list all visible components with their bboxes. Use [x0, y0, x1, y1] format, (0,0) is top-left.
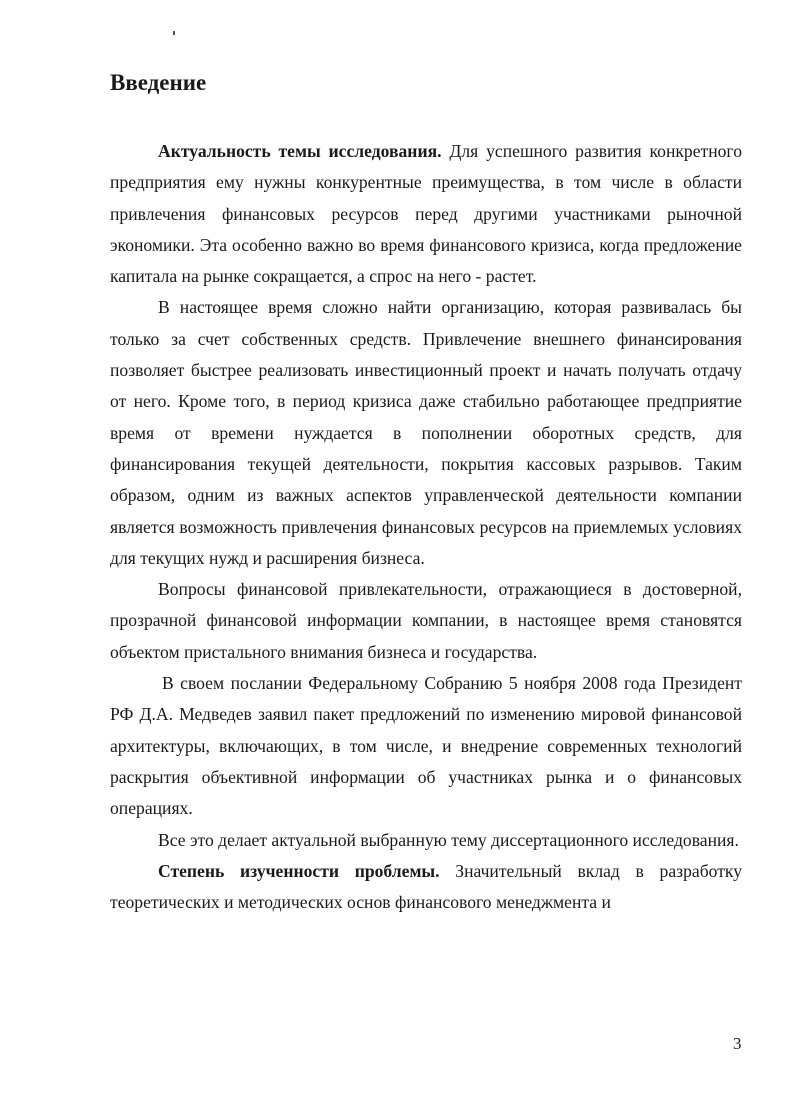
paragraph-relevance: [110, 136, 742, 292]
paragraph-text: Все это делает актуальной выбранную тему диссертационного исследования.: [158, 829, 739, 850]
scan-speck: [173, 31, 175, 35]
body-text: [110, 136, 742, 918]
paragraph-lead: Степень изученности проблемы.: [158, 860, 440, 881]
paragraph-president-address: [110, 668, 742, 824]
paragraph-topic-relevance: [110, 825, 742, 856]
paragraph-text: В своем послании Федеральному Собранию 5 ноября 2008 года Президент РФ Д.А. Медведев заявил пакет предложений по изменению мировой финансовой архитектуры, включающих, в том числе, и внедрение современных технологий раскрытия объективной информации об участниках рынка и о финансовых операциях.: [110, 673, 742, 819]
paragraph-text: Вопросы финансовой привлекательности, отражающиеся в достоверной, прозрачной финансовой информации компании, в настоящее время становятся объектом пристального внимания бизнеса и государства.: [110, 579, 742, 662]
paragraph-text: В настоящее время сложно найти организацию, которая развивалась бы только за счет собственных средств. Привлечение внешнего финансирования позволяет быстрее реализовать инвестиционный проект и начать получать отдачу от него. Кроме того, в период кризиса даже стабильно работающее предприятие время от времени нуждается в пополнении оборотных средств, для финансирования текущей деятельности, покрытия кассовых разрывов. Таким образом, одним из важных аспектов управленческой деятельности компании является возможность привлечения финансовых ресурсов на приемлемых условиях для текущих нужд и расширения бизнеса.: [110, 297, 742, 568]
section-heading: Введение: [110, 70, 207, 95]
paragraph-external-financing: [110, 292, 742, 574]
paragraph-degree-of-study: [110, 856, 742, 919]
paragraph-text: Для успешного развития конкретного предприятия ему нужны конкурентные преимущества, в том числе в области привлечения финансовых ресурсов перед другими участниками рыночной экономики. Эта особенно важно во время финансового кризиса, когда предложение капитала на рынке сокращается, а спрос на него - растет.: [110, 141, 742, 287]
paragraph-financial-attractiveness: [110, 574, 742, 668]
paragraph-lead: Актуальность темы исследования.: [158, 141, 442, 161]
paragraph-text: Значительный вклад в разработку теоретических и методических основ финансового менеджмента и: [110, 860, 743, 913]
page-number: 3: [733, 1034, 742, 1053]
